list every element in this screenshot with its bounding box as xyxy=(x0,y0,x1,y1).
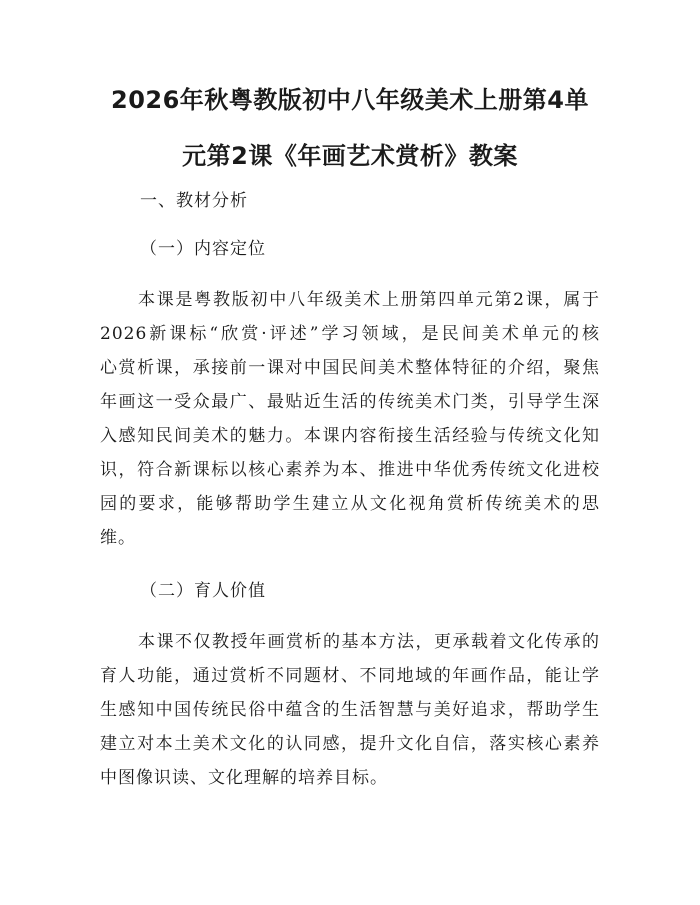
paragraph-line: 中图像识读、文化理解的培养目标。 xyxy=(100,768,388,788)
paragraph-line: 入感知民间美术的魅力。本课内容衔接生活经验与传统文化知 xyxy=(100,426,600,446)
paragraph-line: 识，符合新课标以核心素养为本、推进中华优秀传统文化进校 xyxy=(100,460,600,480)
paragraph-educational-value xyxy=(100,625,600,795)
paragraph-line: 心赏析课，承接前一课对中国民间美术整体特征的介绍，聚焦 xyxy=(100,358,600,378)
paragraph-line: 维。 xyxy=(100,528,136,548)
subsection-heading-content-positioning: （一）内容定位 xyxy=(140,239,266,259)
paragraph-line: 生感知中国传统民俗中蕴含的生活智慧与美好追求，帮助学生 xyxy=(100,700,600,720)
paragraph-content-positioning xyxy=(100,283,600,555)
document-title-line-2: 元第2课《年画艺术赏析》教案 xyxy=(182,142,518,170)
paragraph-line: 园的要求，能够帮助学生建立从文化视角赏析传统美术的思 xyxy=(100,494,600,514)
paragraph-line: 本课不仅教授年画赏析的基本方法，更承载着文化传承的 xyxy=(138,632,600,652)
paragraph-line: 年画这一受众最广、最贴近生活的传统美术门类，引导学生深 xyxy=(100,392,600,412)
paragraph-line: 2026新课标“欣赏·评述”学习领域，是民间美术单元的核 xyxy=(100,324,600,344)
paragraph-line: 育人功能，通过赏析不同题材、不同地域的年画作品，能让学 xyxy=(100,666,600,686)
document-title-line-1: 2026年秋粤教版初中八年级美术上册第4单 xyxy=(111,86,589,114)
paragraph-line: 建立对本土美术文化的认同感，提升文化自信，落实核心素养 xyxy=(100,734,600,754)
paragraph-line: 本课是粤教版初中八年级美术上册第四单元第2课，属于 xyxy=(138,290,600,310)
subsection-heading-educational-value: （二）育人价值 xyxy=(140,581,266,601)
section-heading-textbook-analysis: 一、教材分析 xyxy=(140,191,248,211)
